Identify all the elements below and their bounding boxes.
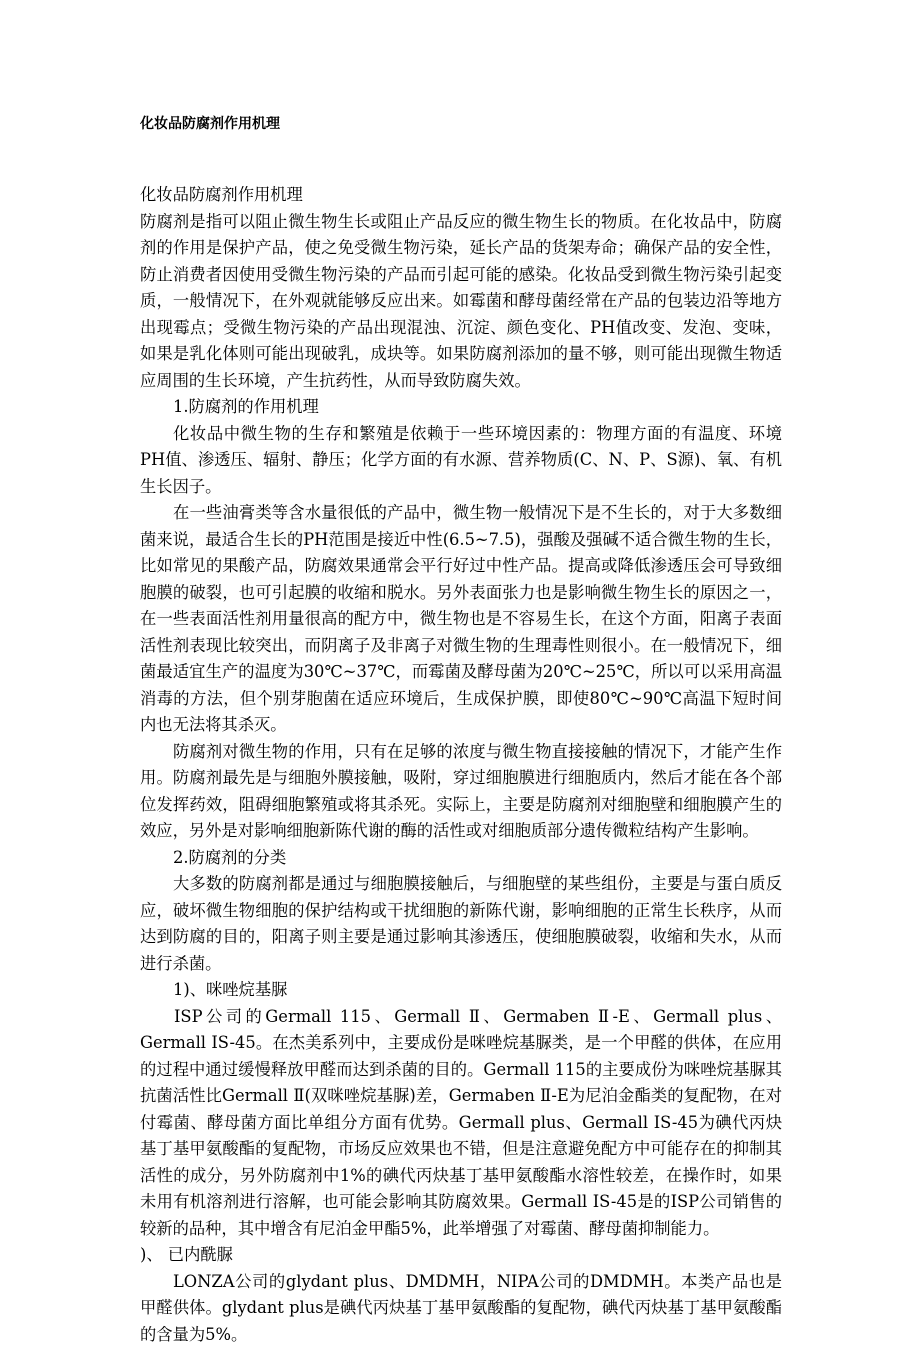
document-body bbox=[140, 182, 782, 1348]
section-heading-mechanism: 1.防腐剂的作用机理 bbox=[140, 394, 782, 421]
paragraph-classification: 大多数的防腐剂都是通过与细胞膜接触后，与细胞壁的某些组份，主要是与蛋白质反应，破坏微生物细胞的保护结构或干扰细胞的新陈代谢，影响细胞的正常生长秩序，从而达到防腐的目的，阳离子则主要是通过影响其渗透压，使细胞膜破裂，收缩和失水，从而进行杀菌。 bbox=[140, 871, 782, 977]
intro-paragraph: 防腐剂是指可以阻止微生物生长或阻止产品反应的微生物生长的物质。在化妆品中，防腐剂的作用是保护产品，使之免受微生物污染，延长产品的货架寿命；确保产品的安全性，防止消费者因使用受微生物污染的产品而引起可能的感染。化妆品受到微生物污染引起变质，一般情况下，在外观就能够反应出来。如霉菌和酵母菌经常在产品的包装边沿等地方出现霉点；受微生物污染的产品出现混浊、沉淀、颜色变化、PH值改变、发泡、变味，如果是乳化体则可能出现破乳，成块等。如果防腐剂添加的量不够，则可能出现微生物适应周围的生长环境，产生抗药性，从而导致防腐失效。 bbox=[140, 209, 782, 395]
subheading-hydantoin: )、 已内酰脲 bbox=[140, 1242, 782, 1269]
paragraph-germall: ISP公司的Germall 115、Germall Ⅱ、Germaben Ⅱ-E、Germall plus、Germall IS-45。在杰美系列中，主要成份是咪唑烷基脲类，是一个甲醛的供体，在应用的过程中通过缓慢释放甲醛而达到杀菌的目的。Germall 115的主要成份为咪唑烷基脲其抗菌活性比Germall Ⅱ(双咪唑烷基脲)差，Germaben Ⅱ-E为尼泊金酯类的复配物，在对付霉菌、酵母菌方面比单组分方面有优势。Germall plus、Germall IS-45为碘代丙炔基丁基甲氨酸酯的复配物，市场反应效果也不错，但是注意避免配方中可能存在的抑制其活性的成分，另外防腐剂中1%的碘代丙炔基丁基甲氨酸酯水溶性较差，在操作时，如果未用有机溶剂进行溶解，也可能会影响其防腐效果。Germall IS-45是的ISP公司销售的较新的品种，其中增含有尼泊金甲酯5%，此举增强了对霉菌、酵母菌抑制能力。 bbox=[140, 1004, 782, 1243]
paragraph-glydant: LONZA公司的glydant plus、DMDMH，NIPA公司的DMDMH。本类产品也是甲醛供体。glydant plus是碘代丙炔基丁基甲氨酸酯的复配物，碘代丙炔基丁基甲氨酸酯的含量为5%。 bbox=[140, 1269, 782, 1348]
paragraph-action: 防腐剂对微生物的作用，只有在足够的浓度与微生物直接接触的情况下，才能产生作用。防腐剂最先是与细胞外膜接触，吸附，穿过细胞膜进行细胞质内，然后才能在各个部位发挥药效，阻碍细胞繁殖或将其杀死。实际上，主要是防腐剂对细胞壁和细胞膜产生的效应，另外是对影响细胞新陈代谢的酶的活性或对细胞质部分遗传微粒结构产生影响。 bbox=[140, 739, 782, 845]
section-heading-classification: 2.防腐剂的分类 bbox=[140, 845, 782, 872]
subheading-imidazolidinyl-urea: 1)、咪唑烷基脲 bbox=[140, 977, 782, 1004]
section-heading: 化妆品防腐剂作用机理 bbox=[140, 182, 782, 209]
paragraph-growth-conditions: 在一些油膏类等含水量很低的产品中，微生物一般情况下是不生长的，对于大多数细菌来说，最适合生长的PH范围是接近中性(6.5~7.5)，强酸及强碱不适合微生物的生长，比如常见的果酸产品，防腐效果通常会平行好过中性产品。提高或降低渗透压会可导致细胞膜的破裂，也可引起膜的收缩和脱水。另外表面张力也是影响微生物生长的原因之一，在一些表面活性剂用量很高的配方中，微生物也是不容易生长，在这个方面，阳离子表面活性剂表现比较突出，而阴离子及非离子对微生物的生理毒性则很小。在一般情况下，细菌最适宜生产的温度为30℃~37℃，而霉菌及酵母菌为20℃~25℃，所以可以采用高温消毒的方法，但个别芽胞菌在适应环境后，生成保护膜，即使80℃~90℃高温下短时间内也无法将其杀灭。 bbox=[140, 500, 782, 739]
page-title: 化妆品防腐剂作用机理 bbox=[140, 114, 280, 134]
paragraph-environment-factors: 化妆品中微生物的生存和繁殖是依赖于一些环境因素的：物理方面的有温度、环境PH值、渗透压、辐射、静压；化学方面的有水源、营养物质(C、N、P、S源)、氧、有机生长因子。 bbox=[140, 421, 782, 501]
